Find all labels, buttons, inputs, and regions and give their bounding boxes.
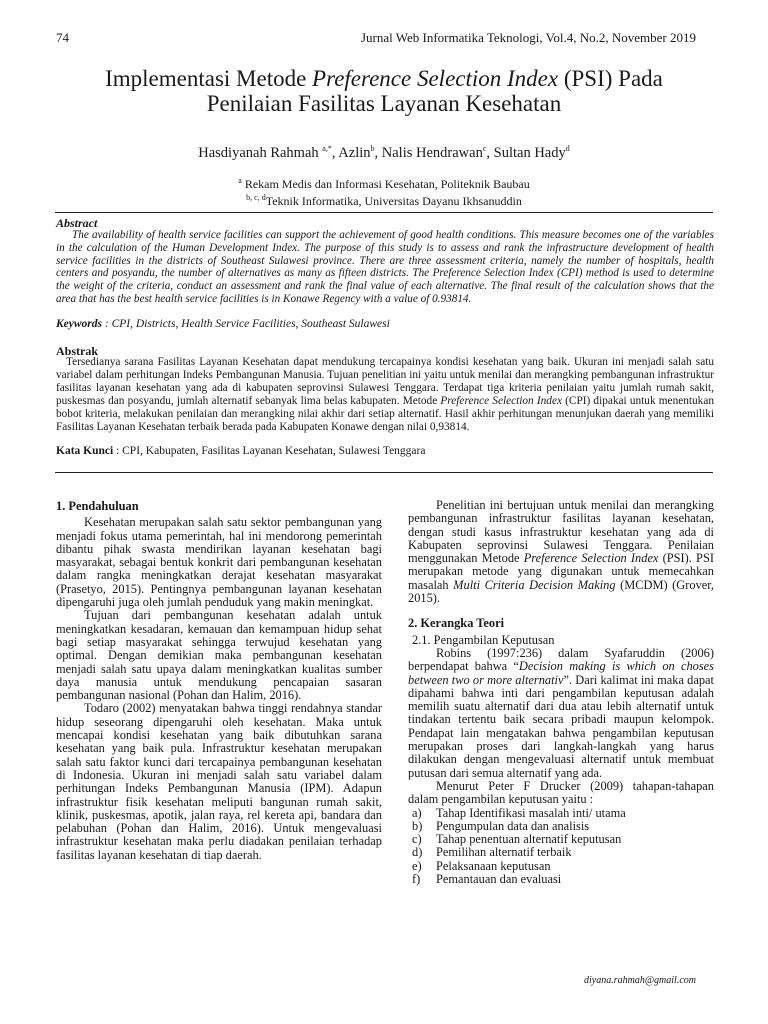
- title-italic: Preference Selection Index: [312, 66, 559, 91]
- affiliation-2-sup: b, c, d: [246, 193, 266, 202]
- title-line2: Penilaian Fasilitas Layanan Kesehatan: [206, 91, 562, 116]
- author-2-sup: b: [370, 144, 375, 153]
- affiliation-1-sup: a: [238, 176, 242, 185]
- footer-email: diyana.rahmah@gmail.com: [584, 975, 696, 986]
- section-heading-pendahuluan: 1. Pendahuluan: [56, 499, 139, 513]
- list-text: Pemantauan dan evaluasi: [436, 872, 562, 887]
- author-3-sup: c: [482, 144, 487, 153]
- author-4-sup: d: [565, 144, 570, 153]
- page-number: 74: [56, 30, 69, 45]
- author-4: , Sultan Hady: [486, 144, 566, 161]
- abstract-heading: Abstract: [56, 216, 98, 230]
- author-1: Hasdiyanah Rahmah: [198, 144, 323, 161]
- left-column: [56, 500, 382, 862]
- author-1-sup: a,*: [322, 144, 332, 153]
- paper-title: [60, 66, 708, 116]
- paragraph: Tujuan dari pembangunan kesehatan adalah untuk meningkatkan kesadaran, kemauan dan kemampuan hidup sehat bagi setiap masyarakat sehingga terwujud kesehatan yang optimal. Dengan demikian maka pembangunan kesehatan menjadi salah satu upaya dalam meningkatkan kualitas sumber daya manusia untuk mendukung pencapaian sasaran pembangunan nasional (Pohan dan Halim, 2016).: [56, 608, 382, 703]
- keywords-text: : CPI, Districts, Health Service Facilities, Southeast Sulawesi: [102, 318, 390, 330]
- text: (PSI). PSI merupakan metode yang digunakan untuk memecahkan masalah: [408, 551, 714, 592]
- section-heading-kerangka-teori: 2. Kerangka Teori: [408, 616, 505, 631]
- paragraph: [408, 647, 714, 780]
- author-list: [60, 144, 708, 162]
- kata-kunci-text: : CPI, Kabupaten, Fasilitas Layanan Kesehatan, Sulawesi Tenggara: [113, 445, 426, 457]
- author-2: , Azlin: [331, 144, 371, 161]
- list-item: [408, 807, 714, 820]
- right-column: [408, 499, 714, 886]
- list-item: [408, 820, 714, 833]
- kata-kunci: [56, 445, 425, 457]
- steps-list: [408, 807, 714, 887]
- divider-top: [55, 212, 713, 213]
- paragraph: Kesehatan merupakan salah satu sektor pembangunan yang menjadi fokus utama pemerintah, hal ini mendorong pemerintah dibantu pihak swasta mendirikan layanan kesehatan bagi masyarakat, sebagai bentuk konkrit dari pembangunan kesehatan dalam rangka meningkatkan derajat kesehatan masyarakat (Prasetyo, 2015). Pentingnya pembangunan layanan kesehatan dipengaruhi juga oleh jumlah penduduk yang makin meningkat.: [56, 515, 382, 610]
- affiliation-1: Rekam Medis dan Informasi Kesehatan, Politeknik Baubau: [241, 177, 530, 191]
- list-text: Pemilihan alternatif terbaik: [436, 845, 572, 860]
- list-item: [408, 860, 714, 873]
- list-item: [408, 873, 714, 886]
- title-part1: Implementasi Metode: [105, 66, 313, 91]
- kata-kunci-label: Kata Kunci: [56, 445, 114, 457]
- affiliations: [60, 174, 708, 208]
- text: ”. Dari kalimat ini maka dapat dipahami bahwa inti dari pengambilan keputusan adalah memilih suatu alternatif dari dua atau lebih alternatif untuk tindakan tertentu baik secara pribadi maupun kelompok. Pendapat lain mengatakan bahwa pengambilan keputusan merupakan proses dari langkah-langkah yang harus dilakukan dengan mengevaluasi alternatif untuk membuat putusan dari semua alternatif yang ada.: [408, 672, 714, 780]
- abstrak-text-1: Tersedianya sarana Fasilitas Layanan Kesehatan dapat mendukung tercapainya kondisi kesehatan yang baik. Ukuran ini menjadi salah satu variabel dalam perhitungan Indeks Pembangunan Manusia. Tujuan penelitian ini yaitu untuk menilai dan merangking pembangunan infrastruktur fasilitas layanan kesehatan yang ada di kabupaten seprovinsi Sulawesi Tenggara. Terdapat tiga kriteria penilaian yaitu jumlah rumah sakit, puskesmas dan posyandu, jumlah alternatif sebanyak lima belas kabupaten. Metode: [56, 356, 714, 408]
- list-marker: b): [412, 818, 423, 833]
- list-marker: c): [412, 832, 422, 847]
- list-item: [408, 846, 714, 859]
- abstract-body: The availability of health service facilities can support the achievement of good health conditions. This measure becomes one of the variables in the calculation of the Human Development Index. The purpose of this study is to assess and rank the infrastructure development of health service facilities in the districts of Southeast Sulawesi province. There are three assessment criteria, namely the number of hospitals, health centers and posyandu, the number of alternatives as many as fifteen districts. The Preference Selection Index (CPI) method is used to determine the weight of the criteria, conduct an assessment and rank the final value of each alternative. The final result of the calculation shows that the area that has the best health service facilities is in Konawe Regency with a value of 0.93814.: [56, 229, 714, 305]
- list-text: Pengumpulan data dan analisis: [436, 818, 590, 833]
- title-part2: (PSI) Pada: [558, 66, 663, 91]
- paragraph: Todaro (2002) menyatakan bahwa tinggi rendahnya standar hidup seseorang dipengaruhi oleh kesehatan. Maka untuk mencapai kondisi kesehatan yang baik dibutuhkan sarana kesehatan yang baik pula. Infrastruktur kesehatan merupakan salah satu faktor kunci dari tercapainya pembangunan kesehatan di Indonesia. Ukuran ini menjadi salah satu variabel dalam perhitungan Indeks Pembangunan Manusia (IPM). Adapun infrastruktur fisik kesehatan meliputi bangunan rumah sakit, klinik, puskesmas, apotik, jalan raya, rel kereta api, bandara dan pelabuhan (Pohan dan Halim, 2016). Untuk mengevaluasi infrastruktur kesehatan maka perlu diadakan penilaian terhadap fasilitas layanan kesehatan di tiap daerah.: [56, 701, 382, 862]
- paragraph: [408, 499, 714, 605]
- list-item: [408, 833, 714, 846]
- text: (MCDM) (Grover, 2015).: [408, 577, 714, 606]
- list-text: Pelaksanaan keputusan: [436, 858, 551, 873]
- list-marker: f): [412, 872, 421, 887]
- affiliation-2: Teknik Informatika, Universitas Dayanu Ikhsanuddin: [265, 194, 522, 208]
- author-3: , Nalis Hendrawan: [374, 144, 483, 161]
- list-marker: a): [412, 805, 422, 820]
- list-marker: e): [412, 858, 422, 873]
- italic-text: Decision making is which on choses between two or more alternativ: [408, 659, 715, 687]
- paragraph: Menurut Peter F Drucker (2009) tahapan-tahapan dalam pengambilan keputusan yaitu :: [408, 778, 714, 807]
- list-text: Tahap Identifikasi masalah inti/ utama: [436, 805, 626, 820]
- text: Robins (1997:236) dalam Syafaruddin (2006) berpendapat bahwa “: [408, 645, 714, 674]
- abstrak-heading: Abstrak: [56, 344, 99, 358]
- journal-header: Jurnal Web Informatika Teknologi, Vol.4, No.2, November 2019: [360, 30, 696, 45]
- abstrak-text-2: (CPI) dipakai untuk menentukan bobot kriteria, melakukan penilaian dan merangking nilai akhir dari setiap alternatif. Hasil akhir perhitungan menunjukan daerah yang memiliki Fasilitas Layanan Kesehatan terbaik berada pada Kabupaten Konawe dengan nilai 0,93814.: [56, 395, 714, 434]
- subsection-heading: 2.1. Pengambilan Keputusan: [412, 632, 555, 647]
- text: Penelitian ini bertujuan untuk menilai dan merangking pembangunan infrastruktur fasilitas layanan kesehatan, dengan studi kasus infrastruktur kesehatan yang ada di Kabupaten seprovinsi Sulawesi Tenggara. Penilaian menggunakan Metode: [408, 498, 714, 566]
- keywords: [56, 318, 390, 330]
- list-marker: d): [412, 845, 423, 860]
- italic-text: Preference Selection Index: [523, 551, 659, 566]
- abstrak-italic: Preference Selection Index: [440, 395, 562, 408]
- abstrak-body: [56, 356, 714, 435]
- list-text: Tahap penentuan alternatif keputusan: [436, 832, 622, 847]
- keywords-label: Keywords: [56, 318, 102, 330]
- divider-bottom: [55, 472, 713, 473]
- italic-text: Multi Criteria Decision Making: [453, 577, 616, 592]
